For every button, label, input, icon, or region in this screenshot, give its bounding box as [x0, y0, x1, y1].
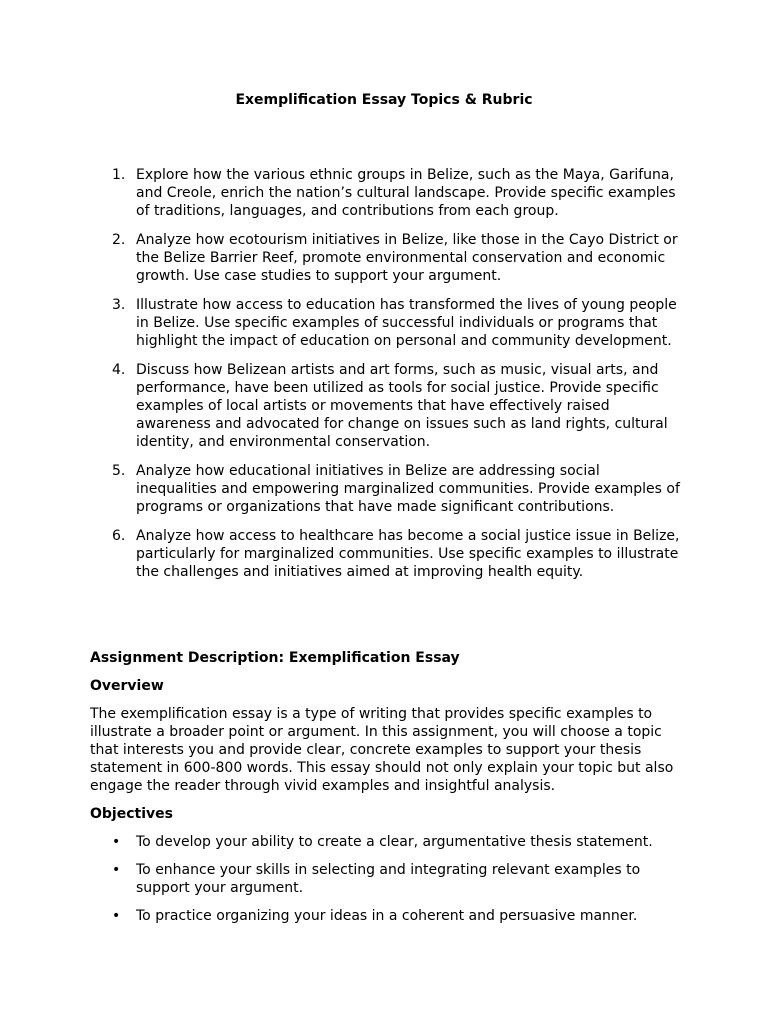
topic-item: [112, 462, 681, 516]
topic-text: Discuss how Belizean artists and art forms, such as music, visual arts, and performance, have been utilized as tools for social justice. Provide specific examples of local artists or movements that have effectively raised awareness and advocated for change on issues such as land rights, cultural identity, and environmental conservation.: [136, 362, 668, 450]
topic-text: Analyze how ecotourism initiatives in Belize, like those in the Cayo District or the Belize Barrier Reef, promote environmental conservation and economic growth. Use case studies to support your argument.: [136, 232, 678, 284]
topic-item: [112, 361, 681, 451]
topic-number: 5.: [112, 463, 126, 479]
topic-text: Analyze how educational initiatives in Belize are addressing social inequalities and empowering marginalized communities. Provide examples of programs or organizations that have made significant contributions.: [136, 463, 680, 515]
objectives-heading: Objectives: [90, 806, 173, 822]
topic-text: Analyze how access to healthcare has become a social justice issue in Belize, particularly for marginalized communities. Use specific examples to illustrate the challenges and initiatives aimed at improving health equity.: [136, 528, 680, 580]
topics-list: [112, 166, 681, 592]
topic-text: Illustrate how access to education has transformed the lives of young people in Belize. Use specific examples of successful individuals or programs that highlight the impact of education on personal and community development.: [136, 297, 677, 349]
objective-item: [90, 907, 680, 925]
topic-number: 2.: [112, 232, 126, 248]
objective-text: To practice organizing your ideas in a coherent and persuasive manner.: [136, 908, 638, 924]
topic-item: [112, 231, 681, 285]
document-title: Exemplification Essay Topics & Rubric: [235, 92, 533, 108]
bullet-icon: •: [112, 834, 121, 850]
bullet-icon: •: [112, 908, 121, 924]
objectives-list: [90, 833, 680, 925]
objective-item: [90, 833, 680, 851]
topic-number: 3.: [112, 297, 126, 313]
assignment-section: [90, 649, 680, 935]
objective-text: To enhance your skills in selecting and integrating relevant examples to support your argument.: [136, 862, 641, 896]
overview-heading: Overview: [90, 678, 164, 694]
topic-text: Explore how the various ethnic groups in Belize, such as the Maya, Garifuna, and Creole, enrich the nation’s cultural landscape. Provide specific examples of traditions, languages, and contributions from each group.: [136, 167, 676, 219]
overview-paragraph: The exemplification essay is a type of writing that provides specific examples to illustrate a broader point or argument. In this assignment, you will choose a topic that interests you and provide clear, concrete examples to support your thesis statement in 600-800 words. This essay should not only explain your topic but also engage the reader through vivid examples and insightful analysis.: [90, 706, 674, 794]
objective-text: To develop your ability to create a clear, argumentative thesis statement.: [136, 834, 653, 850]
topic-item: [112, 166, 681, 220]
assignment-heading: Assignment Description: Exemplification Essay: [90, 650, 460, 666]
bullet-icon: •: [112, 862, 121, 878]
objective-item: [90, 861, 680, 897]
topic-item: [112, 296, 681, 350]
topic-number: 4.: [112, 362, 126, 378]
topic-number: 1.: [112, 167, 126, 183]
topic-number: 6.: [112, 528, 126, 544]
topic-item: [112, 527, 681, 581]
